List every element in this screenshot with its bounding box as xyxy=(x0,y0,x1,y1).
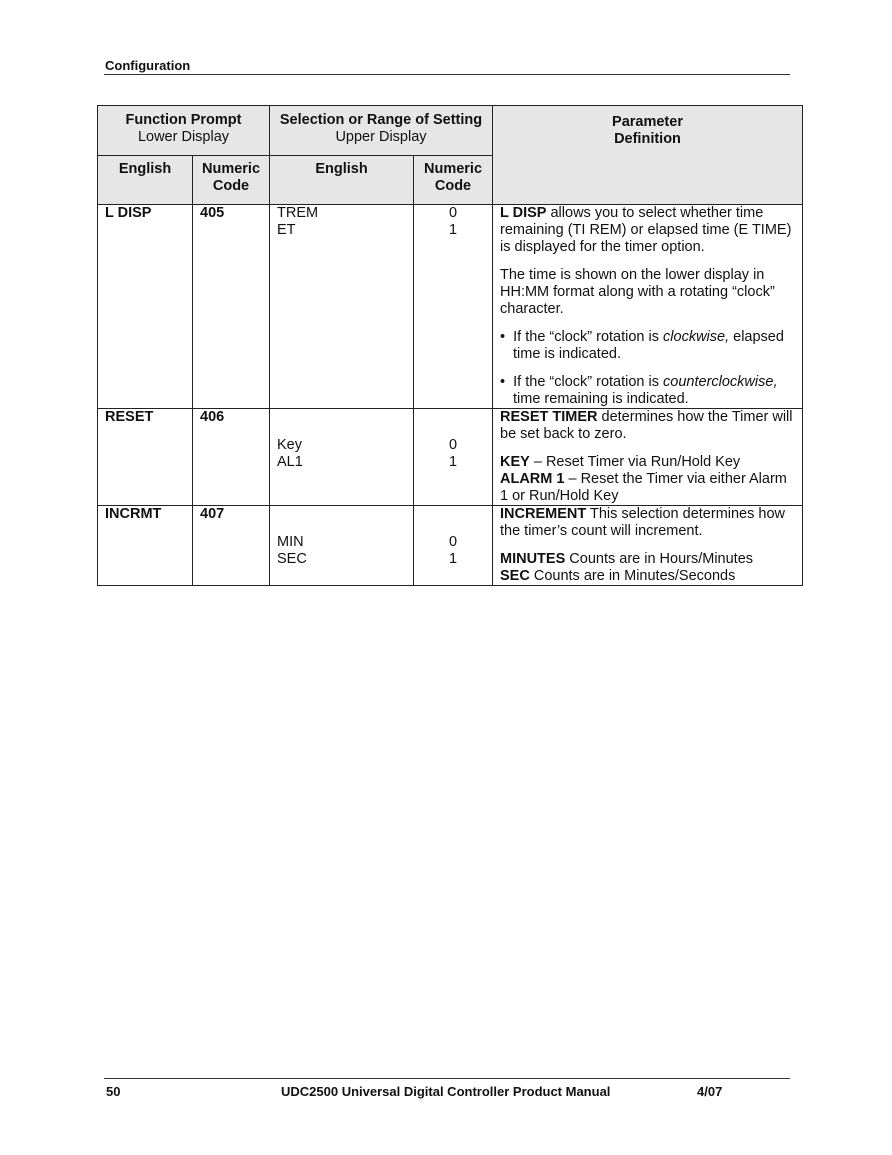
function-prompt-subtitle: Lower Display xyxy=(137,129,230,145)
selection-cell xyxy=(270,506,414,586)
definition-text: determines how the Timer will be set back to zero. xyxy=(500,409,793,442)
option-term: MINUTES xyxy=(500,551,566,567)
definition-cell xyxy=(493,506,803,586)
english-prompt-label: English xyxy=(118,161,172,177)
cell-spacer xyxy=(277,409,406,437)
page-number: 50 xyxy=(106,1084,121,1099)
prompt-cell xyxy=(98,205,193,409)
prompt-cell xyxy=(98,409,193,506)
numeric-prompt-header xyxy=(193,156,270,205)
section-header: Configuration xyxy=(105,58,191,73)
cell-spacer xyxy=(421,506,485,534)
selection-option: MIN xyxy=(277,534,304,550)
numeric-prompt-label: Numeric xyxy=(201,161,261,177)
bullet-text: elapsed time is indicated. xyxy=(513,329,784,362)
numeric-selection-header xyxy=(414,156,493,205)
code-cell xyxy=(193,506,270,586)
option-text: – Reset the Timer via either Alarm 1 or Run/Hold Key xyxy=(500,471,787,504)
numeric-value: 0 xyxy=(448,437,458,453)
numeric-value: 1 xyxy=(448,222,458,238)
code-text: 407 xyxy=(200,506,225,522)
definition-paragraph xyxy=(500,506,795,540)
table-row xyxy=(98,409,803,506)
selection-option: AL1 xyxy=(277,454,303,470)
selection-cell xyxy=(270,205,414,409)
english-selection-header xyxy=(270,156,414,205)
prompt-text: INCRMT xyxy=(105,506,162,522)
footer-title: UDC2500 Universal Digital Controller Product Manual xyxy=(281,1084,611,1099)
numeric-value: 0 xyxy=(448,205,458,221)
definition-paragraph xyxy=(500,205,795,256)
definition-paragraph: The time is shown on the lower display in HH:MM format along with a rotating “clock” character. xyxy=(500,267,775,317)
selection-option: ET xyxy=(277,222,296,238)
table-row xyxy=(98,506,803,586)
numeric-selection-label: Numeric xyxy=(423,161,483,177)
definition-term: RESET TIMER xyxy=(500,409,598,425)
english-prompt-header xyxy=(98,156,193,205)
footer-divider xyxy=(104,1078,790,1079)
code-cell xyxy=(193,205,270,409)
selection-cell xyxy=(270,409,414,506)
numeric-cell xyxy=(414,409,493,506)
definition-cell xyxy=(493,205,803,409)
selection-subtitle: Upper Display xyxy=(335,129,427,145)
english-selection-label: English xyxy=(315,161,368,177)
selection-option: TREM xyxy=(277,205,319,221)
bullet-item: • If the “clock” rotation is counterclockwise, time remaining is indicated. xyxy=(500,374,778,407)
option-text: – Reset Timer via Run/Hold Key xyxy=(529,454,741,470)
prompt-cell xyxy=(98,506,193,586)
prompt-text: L DISP xyxy=(105,205,152,221)
bullet-emphasis: counterclockwise, xyxy=(663,374,778,390)
cell-spacer xyxy=(277,506,406,534)
definition-paragraph xyxy=(500,409,795,443)
bullet-text: If the “clock” rotation is xyxy=(513,329,664,345)
cell-spacer xyxy=(421,409,485,437)
numeric-value: 0 xyxy=(448,534,458,550)
definition-cell xyxy=(493,409,803,506)
selection-option: SEC xyxy=(277,551,307,567)
numeric-value: 1 xyxy=(448,454,458,470)
prompt-text: RESET xyxy=(105,409,154,425)
selection-title: Selection or Range of Setting xyxy=(279,112,483,128)
option-term: SEC xyxy=(500,568,530,584)
definition-text: This selection determines how the timer’s count will increment. xyxy=(500,506,786,539)
function-prompt-title: Function Prompt xyxy=(125,112,242,128)
definition-term: L DISP xyxy=(500,205,547,221)
bullet-emphasis: clockwise, xyxy=(663,329,730,345)
definition-title: Definition xyxy=(614,131,681,147)
configuration-table xyxy=(97,105,803,586)
table-row xyxy=(98,205,803,409)
option-text: Counts are in Minutes/Seconds xyxy=(529,568,736,584)
option-term: KEY xyxy=(500,454,530,470)
definition-options xyxy=(500,551,795,585)
definition-options xyxy=(500,454,795,505)
option-term: ALARM 1 xyxy=(500,471,565,487)
code-cell xyxy=(193,409,270,506)
numeric-cell xyxy=(414,506,493,586)
definition-term: INCREMENT xyxy=(500,506,587,522)
bullet-item: • If the “clock” rotation is clockwise, elapsed time is indicated. xyxy=(500,329,784,362)
footer-date: 4/07 xyxy=(697,1084,723,1099)
code-text: 405 xyxy=(200,205,225,221)
function-prompt-header xyxy=(98,106,270,156)
selection-header xyxy=(270,106,493,156)
bullet-text: If the “clock” rotation is xyxy=(513,374,664,390)
code-selection-label: Code xyxy=(434,178,472,194)
option-text: Counts are in Hours/Minutes xyxy=(565,551,754,567)
code-text: 406 xyxy=(200,409,225,425)
parameter-title: Parameter xyxy=(612,114,683,130)
code-prompt-label: Code xyxy=(212,178,250,194)
header-divider xyxy=(104,74,790,75)
numeric-value: 1 xyxy=(448,551,458,567)
numeric-cell xyxy=(414,205,493,409)
bullet-text: time remaining is indicated. xyxy=(513,391,689,407)
selection-option: Key xyxy=(277,437,302,453)
definition-text: allows you to select whether time remaining (TI REM) or elapsed time (E TIME) is displayed for the timer option. xyxy=(500,205,792,255)
parameter-definition-header xyxy=(493,106,803,205)
